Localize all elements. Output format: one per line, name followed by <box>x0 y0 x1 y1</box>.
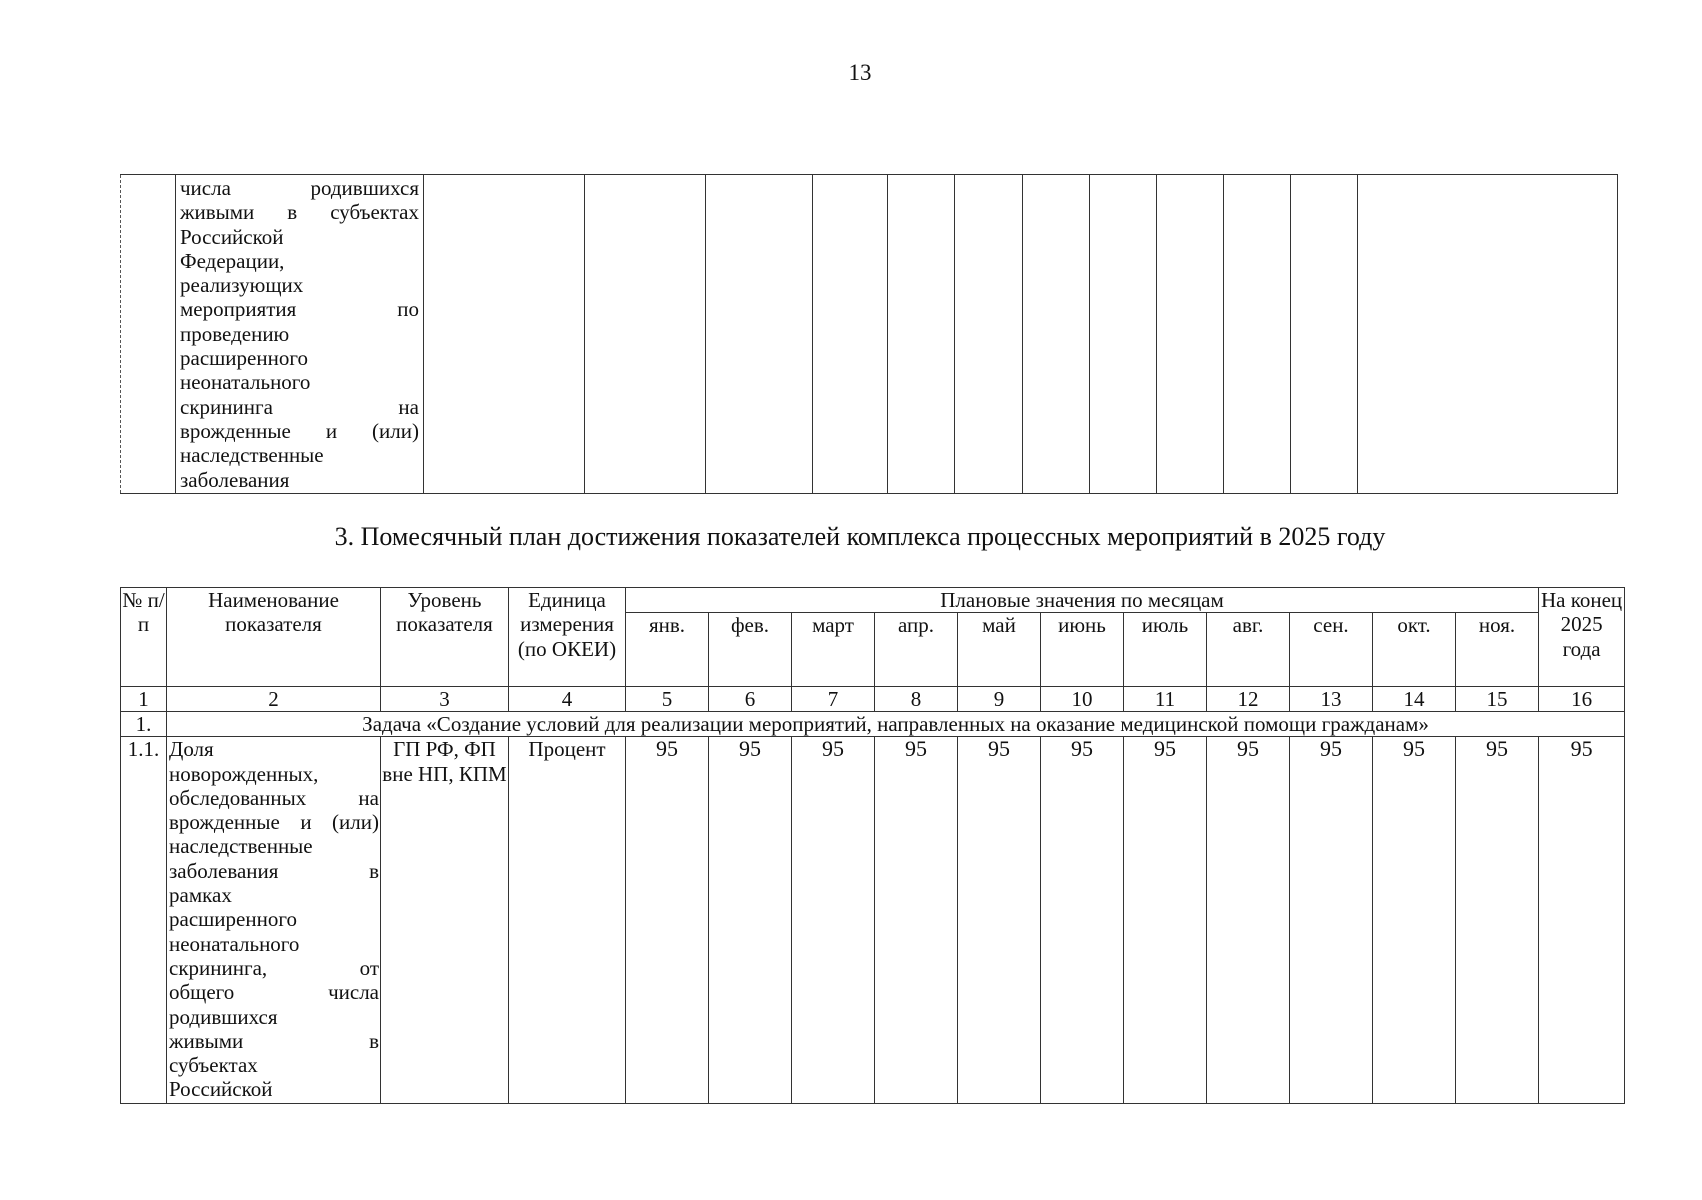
indicator-table-continuation <box>120 174 1618 494</box>
indicator-name-line: обследованных на <box>169 785 379 810</box>
header-month: окт. <box>1373 613 1456 687</box>
column-number: 6 <box>709 687 792 712</box>
monthly-value: 95 <box>1041 737 1124 1104</box>
header-month: сен. <box>1290 613 1373 687</box>
column-number: 4 <box>509 687 626 712</box>
empty-cell <box>1224 175 1291 494</box>
header-month: фев. <box>709 613 792 687</box>
indicator-name-line: заболевания <box>180 467 290 492</box>
column-number: 1 <box>121 687 167 712</box>
indicator-name-line: субъектах <box>169 1053 258 1078</box>
indicator-name-line: мероприятия по <box>180 297 419 322</box>
monthly-value: 95 <box>958 737 1041 1104</box>
indicator-name-line: наследственные <box>169 834 313 859</box>
indicator-name-line: рамках <box>169 883 232 908</box>
column-number: 12 <box>1207 687 1290 712</box>
indicator-name-lines <box>180 176 419 492</box>
indicator-name-line: Российской <box>180 224 284 249</box>
indicator-name-lines <box>169 737 379 1101</box>
column-number: 5 <box>626 687 709 712</box>
empty-cell <box>424 175 585 494</box>
header-month: апр. <box>875 613 958 687</box>
header-number: № п/п <box>121 588 167 687</box>
empty-cell <box>1157 175 1224 494</box>
header-month: июнь <box>1041 613 1124 687</box>
monthly-value: 95 <box>792 737 875 1104</box>
header-level: Уровень показателя <box>381 588 509 687</box>
row-number-cell <box>121 175 176 494</box>
monthly-value: 95 <box>1124 737 1207 1104</box>
monthly-value: 95 <box>1290 737 1373 1104</box>
monthly-value: 95 <box>1456 737 1539 1104</box>
indicator-name-line: числа родившихся <box>180 176 419 200</box>
empty-cell <box>955 175 1023 494</box>
indicator-name-line: общего числа <box>169 980 379 1005</box>
indicator-name-line: врожденные и (или) <box>180 418 419 443</box>
column-number: 11 <box>1124 687 1207 712</box>
header-name: Наименование показателя <box>167 588 381 687</box>
monthly-value: 95 <box>875 737 958 1104</box>
row-number: 1.1. <box>121 737 167 1104</box>
section-heading: 3. Помесячный план достижения показателей комплекса процессных мероприятий в 2025 году <box>334 522 1386 551</box>
indicator-name-line: родившихся <box>169 1004 278 1029</box>
empty-cell <box>1023 175 1090 494</box>
indicator-name-line: наследственные <box>180 443 324 468</box>
empty-cell <box>888 175 955 494</box>
column-number: 13 <box>1290 687 1373 712</box>
empty-cell <box>585 175 706 494</box>
indicator-name-line: скрининга на <box>180 394 419 419</box>
task-title: Задача «Создание условий для реализации мероприятий, направленных на оказание медицинской помощи гражданам» <box>167 712 1625 737</box>
indicator-name-cell <box>176 175 424 494</box>
page-number: 13 <box>848 60 872 85</box>
header-monthly-values: Плановые значения по месяцам <box>626 588 1539 613</box>
header-month: март <box>792 613 875 687</box>
monthly-plan-table <box>120 587 1625 1104</box>
empty-cell <box>1090 175 1157 494</box>
indicator-name-line: расширенного <box>180 346 308 371</box>
indicator-level: ГП РФ, ФП вне НП, КПМ <box>381 737 509 1104</box>
column-number: 8 <box>875 687 958 712</box>
empty-cell <box>1291 175 1358 494</box>
indicator-name-line: заболевания в <box>169 858 379 883</box>
monthly-value: 95 <box>1207 737 1290 1104</box>
column-number: 16 <box>1539 687 1625 712</box>
column-number: 7 <box>792 687 875 712</box>
indicator-name-line: новорожденных, <box>169 761 319 786</box>
indicator-name-line: реализующих <box>180 273 304 298</box>
header-month: авг. <box>1207 613 1290 687</box>
column-number: 14 <box>1373 687 1456 712</box>
indicator-unit: Процент <box>509 737 626 1104</box>
indicator-name-cell <box>167 737 381 1104</box>
task-number: 1. <box>121 712 167 737</box>
column-number: 9 <box>958 687 1041 712</box>
indicator-name-line: врожденные и (или) <box>169 810 379 835</box>
end-year-value: 95 <box>1539 737 1625 1104</box>
indicator-name-line: проведению <box>180 321 290 346</box>
header-end-year: На конец 2025 года <box>1539 588 1625 687</box>
empty-cell <box>1358 175 1618 494</box>
column-number: 3 <box>381 687 509 712</box>
monthly-value: 95 <box>626 737 709 1104</box>
monthly-value: 95 <box>709 737 792 1104</box>
empty-cell <box>813 175 888 494</box>
empty-cell <box>706 175 813 494</box>
header-month: май <box>958 613 1041 687</box>
header-month: янв. <box>626 613 709 687</box>
column-number: 2 <box>167 687 381 712</box>
header-month: июль <box>1124 613 1207 687</box>
indicator-name-line: расширенного <box>169 907 297 932</box>
indicator-name-line: неонатального <box>180 370 311 395</box>
column-number: 10 <box>1041 687 1124 712</box>
column-number: 15 <box>1456 687 1539 712</box>
indicator-name-line: скрининга, от <box>169 955 379 980</box>
indicator-name-line: Доля <box>169 737 214 762</box>
indicator-name-line: неонатального <box>169 931 300 956</box>
indicator-name-line: Российской <box>169 1077 273 1102</box>
indicator-name-line: живыми в <box>169 1028 379 1053</box>
monthly-value: 95 <box>1373 737 1456 1104</box>
indicator-name-line: живыми в субъектах <box>180 200 419 225</box>
indicator-name-line: Федерации, <box>180 248 285 273</box>
header-unit: Единица измерения (по ОКЕИ) <box>509 588 626 687</box>
header-month: ноя. <box>1456 613 1539 687</box>
